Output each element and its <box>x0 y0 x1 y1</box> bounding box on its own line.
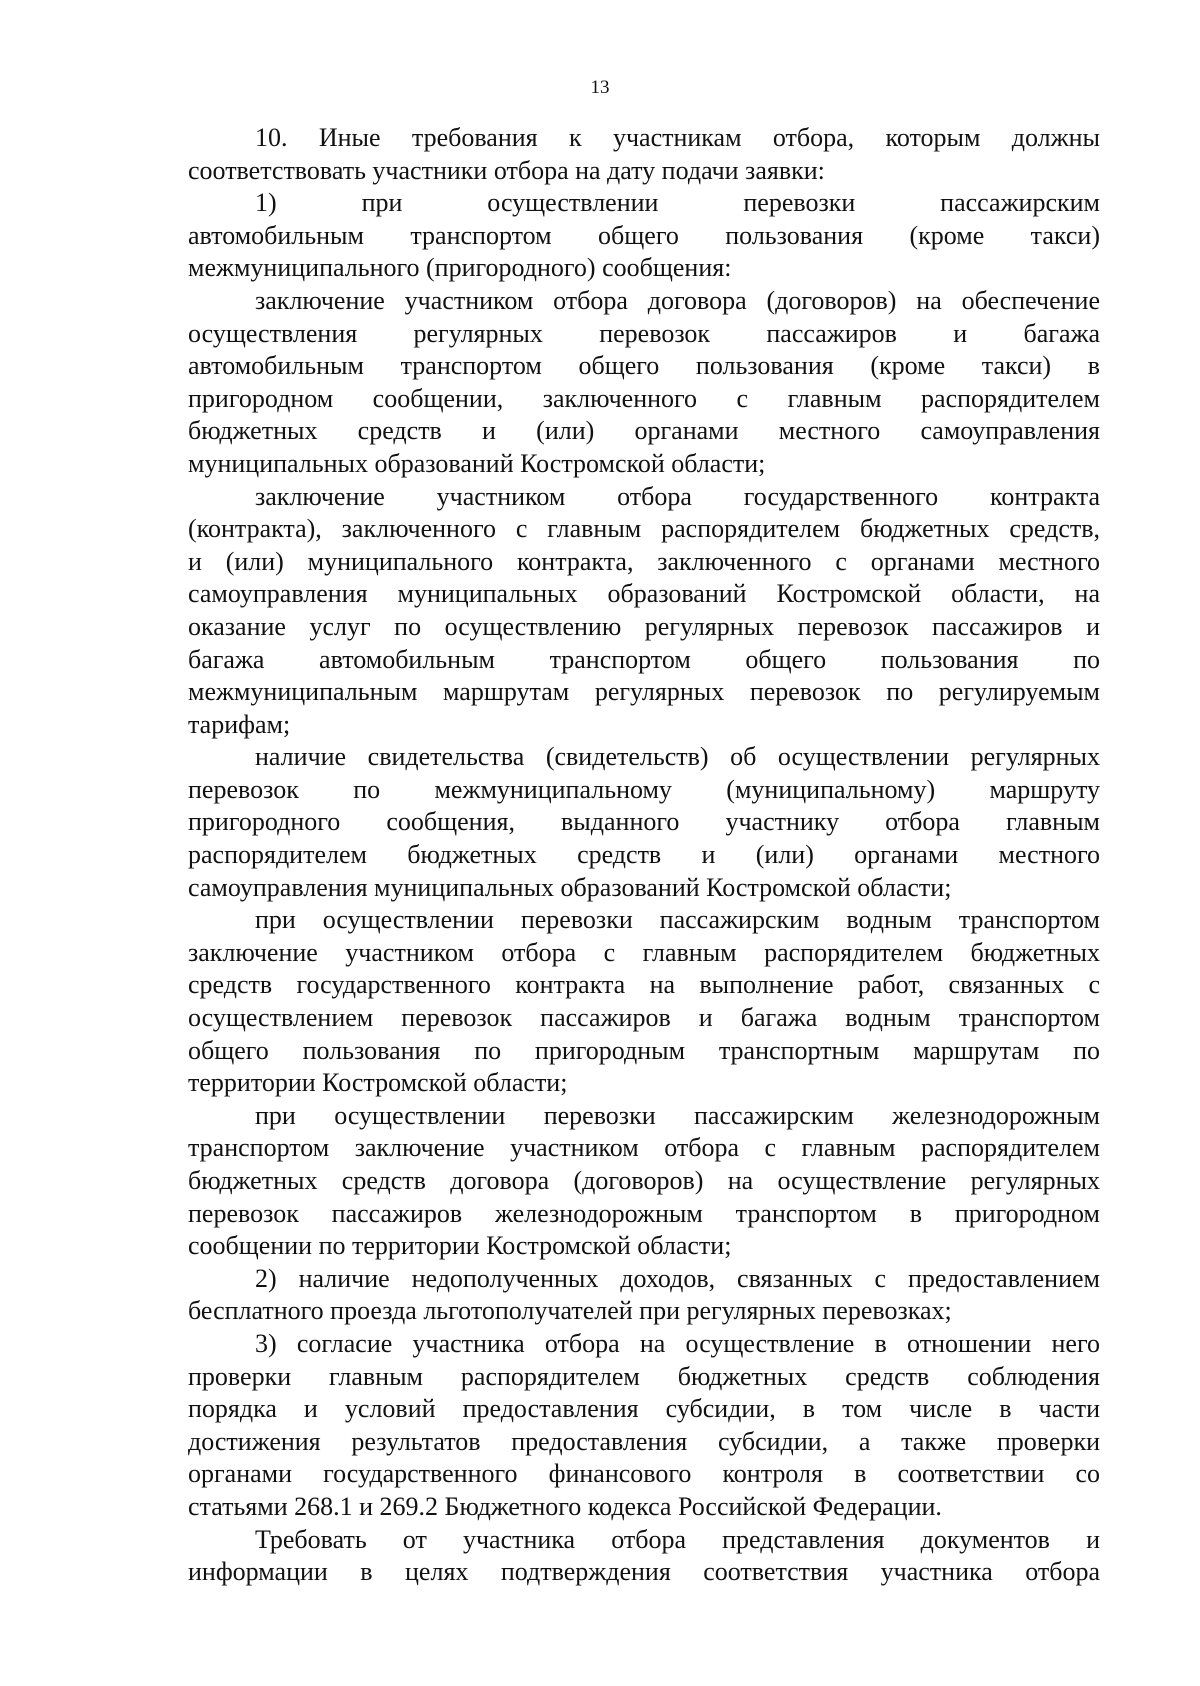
text-line: осуществления регулярных перевозок пассажиров и багажа <box>188 318 1100 348</box>
text-line: порядка и условий предоставления субсидии, в том числе в части <box>188 1394 1100 1424</box>
text-line: органами государственного финансового контроля в соответствии со <box>188 1459 1100 1489</box>
text-line: наличие свидетельства (свидетельств) об осуществлении регулярных <box>255 742 1100 772</box>
text-line: общего пользования по пригородным транспортным маршрутам по <box>188 1035 1100 1065</box>
text-line: сообщении по территории Костромской области; <box>188 1231 732 1261</box>
text-line: средств государственного контракта на выполнение работ, связанных с <box>188 970 1100 1000</box>
text-line: статьями 268.1 и 269.2 Бюджетного кодекса Российской Федерации. <box>188 1491 942 1521</box>
document-body <box>188 122 1100 1589</box>
text-line: бесплатного проезда льготополучателей при регулярных перевозках; <box>188 1296 952 1326</box>
text-line: бюджетных средств и (или) органами местного самоуправления <box>188 416 1100 446</box>
page-number: 13 <box>590 77 610 98</box>
text-line: оказание услуг по осуществлению регулярных перевозок пассажиров и <box>188 611 1100 641</box>
text-line: 1) при осуществлении перевозки пассажирским <box>255 188 1100 218</box>
paragraph <box>188 1524 1100 1589</box>
text-line: заключение участником отбора государственного контракта <box>255 481 1100 511</box>
paragraph <box>188 1100 1100 1263</box>
paragraph <box>188 187 1100 285</box>
text-line: пригородном сообщении, заключенного с главным распорядителем <box>188 383 1100 413</box>
text-line: муниципальных образований Костромской области; <box>188 448 766 478</box>
paragraph <box>188 741 1100 904</box>
text-line: транспортом заключение участником отбора с главным распорядителем <box>188 1133 1100 1163</box>
paragraph <box>188 285 1100 481</box>
text-line: Требовать от участника отбора представления документов и <box>255 1524 1100 1554</box>
paragraph <box>188 1328 1100 1524</box>
text-line: достижения результатов предоставления субсидии, а также проверки <box>188 1426 1100 1456</box>
paragraph <box>188 481 1100 742</box>
text-line: осуществлением перевозок пассажиров и багажа водным транспортом <box>188 1003 1100 1033</box>
text-line: автомобильным транспортом общего пользования (кроме такси) в <box>188 351 1100 381</box>
text-line: 3) согласие участника отбора на осуществление в отношении него <box>255 1328 1100 1358</box>
text-line: 2) наличие недополученных доходов, связанных с предоставлением <box>255 1263 1100 1293</box>
text-line: перевозок пассажиров железнодорожным транспортом в пригородном <box>188 1198 1100 1228</box>
text-line: самоуправления муниципальных образований Костромской области, на <box>188 579 1100 609</box>
text-line: багажа автомобильным транспортом общего пользования по <box>188 644 1100 674</box>
text-line: и (или) муниципального контракта, заключенного с органами местного <box>188 546 1100 576</box>
text-line: бюджетных средств договора (договоров) на осуществление регулярных <box>188 1166 1100 1195</box>
paragraph <box>188 1263 1100 1328</box>
text-line: распорядителем бюджетных средств и (или) органами местного <box>188 840 1100 870</box>
text-line: заключение участником отбора с главным распорядителем бюджетных <box>188 937 1100 967</box>
text-line: при осуществлении перевозки пассажирским железнодорожным <box>255 1100 1100 1130</box>
text-line: 10. Иные требования к участникам отбора, которым должны <box>255 123 1100 152</box>
paragraph <box>188 122 1100 187</box>
text-line: при осуществлении перевозки пассажирским водным транспортом <box>255 905 1100 935</box>
text-line: информации в целях подтверждения соответствия участника отбора <box>188 1557 1100 1587</box>
text-line: самоуправления муниципальных образований Костромской области; <box>188 872 952 902</box>
text-line: территории Костромской области; <box>188 1068 568 1098</box>
text-line: заключение участником отбора договора (договоров) на обеспечение <box>255 285 1100 315</box>
text-line: проверки главным распорядителем бюджетных средств соблюдения <box>188 1361 1100 1391</box>
text-line: соответствовать участники отбора на дату подачи заявки: <box>188 155 825 185</box>
text-line: (контракта), заключенного с главным распорядителем бюджетных средств, <box>188 514 1100 544</box>
text-line: тарифам; <box>188 709 291 739</box>
text-line: пригородного сообщения, выданного участнику отбора главным <box>188 807 1100 837</box>
text-line: межмуниципальным маршрутам регулярных перевозок по регулируемым <box>188 677 1100 707</box>
text-line: перевозок по межмуниципальному (муниципальному) маршруту <box>188 774 1100 804</box>
text-line: межмуниципального (пригородного) сообщения: <box>188 253 732 283</box>
paragraph <box>188 904 1100 1100</box>
text-line: автомобильным транспортом общего пользования (кроме такси) <box>188 220 1100 250</box>
